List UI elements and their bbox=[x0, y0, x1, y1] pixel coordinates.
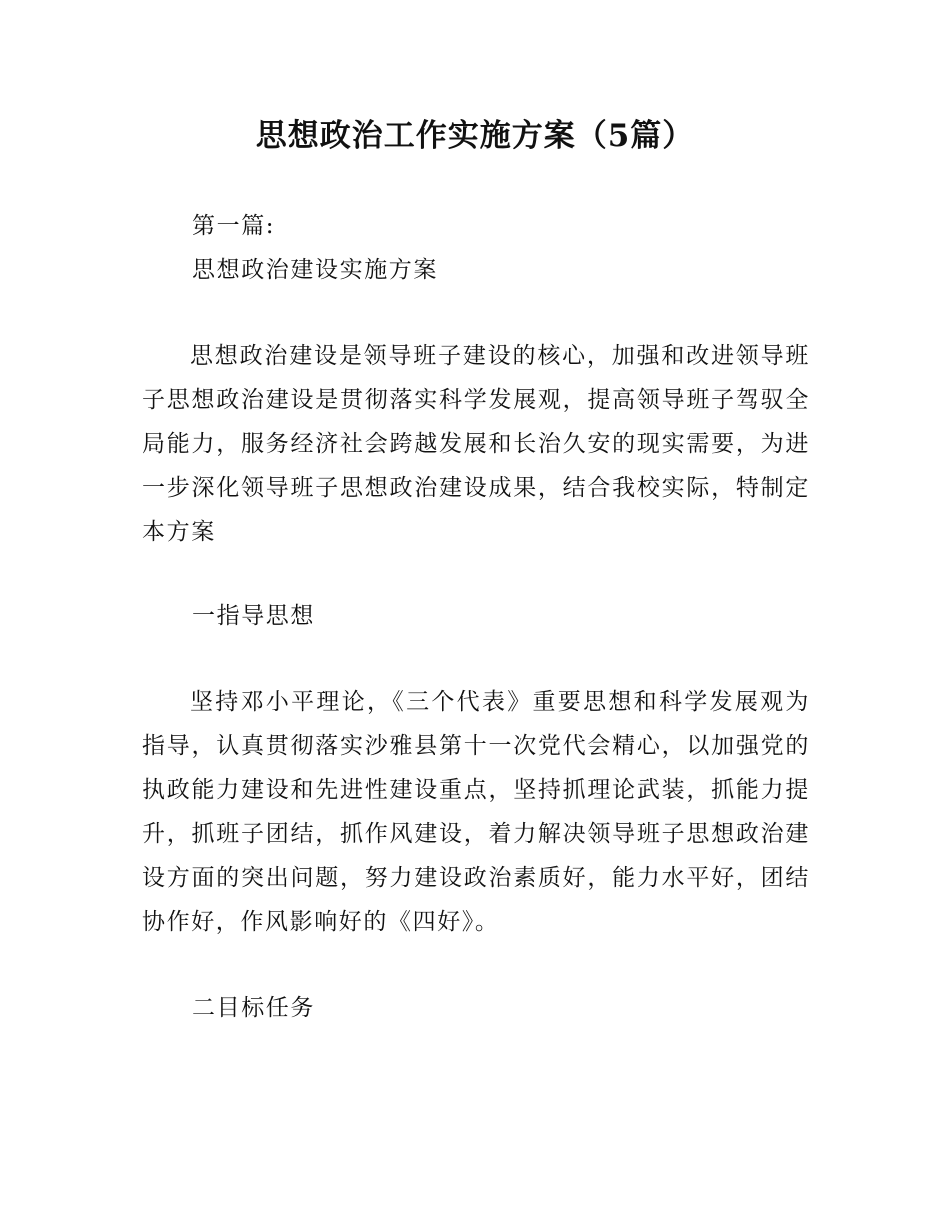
section-heading-guiding-ideology: 一指导思想 bbox=[192, 603, 315, 629]
section-heading-objectives: 二目标任务 bbox=[192, 995, 315, 1021]
chapter-label: 第一篇: bbox=[192, 213, 276, 239]
intro-paragraph: 思想政治建设是领导班子建设的核心，加强和改进领导班子思想政治建设是贯彻落实科学发展观，提高领导班子驾驭全局能力，服务经济社会跨越发展和长治久安的现实需要，为进一步深化领导班子思想政治建设成果，结合我校实际，特制定本方案 bbox=[142, 343, 810, 545]
guiding-ideology-paragraph: 坚持邓小平理论，《三个代表》重要思想和科学发展观为指导，认真贯彻落实沙雅县第十一次党代会精心，以加强党的执政能力建设和先进性建设重点，坚持抓理论武装，抓能力提升，抓班子团结，抓作风建设，着力解决领导班子思想政治建设方面的突出问题，努力建设政治素质好，能力水平好，团结协作好，作风影响好的《四好》。 bbox=[142, 689, 810, 935]
document-title: 思想政治工作实施方案（5篇） bbox=[255, 118, 695, 154]
chapter-title: 思想政治建设实施方案 bbox=[192, 257, 438, 283]
